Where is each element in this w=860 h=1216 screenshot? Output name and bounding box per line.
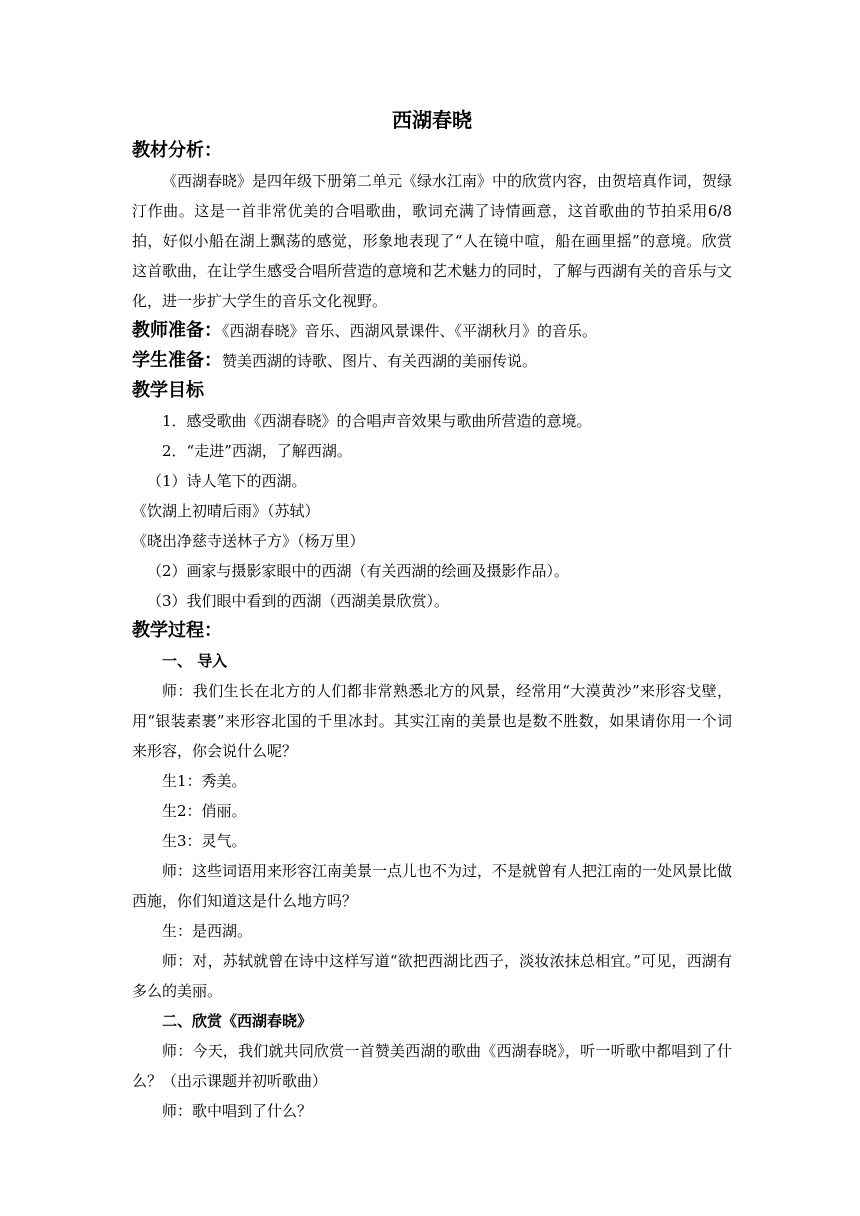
document-title: 西湖春晓: [392, 108, 472, 132]
student-reply: 生：是西湖。: [162, 922, 253, 940]
teacher-prep-label: 教师准备：: [132, 320, 222, 341]
process-heading: 教学过程：: [132, 620, 222, 641]
section-heading-intro: 一、 导入: [162, 652, 228, 670]
student-reply: 生3：灵气。: [162, 832, 247, 850]
goal-item: 1．感受歌曲《西湖春晓》的合唱声音效果与歌曲所营造的意境。: [162, 412, 592, 430]
analysis-heading: 教材分析：: [132, 140, 222, 161]
document-body: [132, 104, 732, 1126]
goal-item: （3）我们眼中看到的西湖（西湖美景欣赏）。: [147, 592, 450, 610]
student-reply: 生1：秀美。: [162, 772, 247, 790]
dialogue-paragraph: 师：我们生长在北方的人们都非常熟悉北方的风景，经常用“大漠黄沙”来形容戈壁，用“银装素裹”来形容北国的千里冰封。其实江南的美景也是数不胜数，如果请你用一个词来形容，你会说什么呢？: [132, 682, 732, 760]
dialogue-paragraph: 师：今天，我们就共同欣赏一首赞美西湖的歌曲《西湖春晓》，听一听歌中都唱到了什么？（出示课题并初听歌曲）: [132, 1042, 732, 1090]
goal-item: （2）画家与摄影家眼中的西湖（有关西湖的绘画及摄影作品）。: [147, 562, 570, 580]
dialogue-paragraph: 师：歌中唱到了什么？: [162, 1102, 313, 1120]
goal-item: （1）诗人笔下的西湖。: [147, 472, 307, 490]
student-prep-text: 赞美西湖的诗歌、图片、有关西湖的美丽传说。: [222, 352, 538, 370]
student-prep-label: 学生准备：: [132, 350, 222, 371]
analysis-paragraph: 《西湖春晓》是四年级下册第二单元《绿水江南》中的欣赏内容，由贺培真作词，贺绿汀作曲。这是一首非常优美的合唱歌曲，歌词充满了诗情画意，这首歌曲的节拍采用6/8拍，好似小船在湖上飘荡的感觉，形象地表现了“人在镜中喧，船在画里摇”的意境。欣赏这首歌曲，在让学生感受合唱所营造的意境和艺术魅力的同时，了解与西湖有关的音乐与文化，进一步扩大学生的音乐文化视野。: [132, 172, 733, 310]
dialogue-paragraph: 师：对，苏轼就曾在诗中这样写道“欲把西湖比西子，淡妆浓抹总相宜。”可见，西湖有多么的美丽。: [132, 952, 732, 1000]
goal-item: 《饮湖上初晴后雨》（苏轼）: [132, 502, 320, 520]
goal-item: 2．“走进”西湖，了解西湖。: [162, 442, 352, 460]
student-prep-line: [132, 346, 732, 376]
teacher-prep-text: 《西湖春晓》音乐、西湖风景课件、《平湖秋月》的音乐。: [222, 322, 598, 340]
student-reply: 生2：俏丽。: [162, 802, 247, 820]
goals-heading: 教学目标: [132, 380, 204, 401]
section-heading-appreciation: 二、欣赏《西湖春晓》: [162, 1012, 313, 1030]
goal-item: 《晓出净慈寺送林子方》（杨万里）: [132, 532, 365, 550]
teacher-prep-line: [132, 316, 732, 346]
dialogue-paragraph: 师：这些词语用来形容江南美景一点儿也不为过，不是就曾有人把江南的一处风景比做西施，你们知道这是什么地方吗？: [132, 862, 733, 910]
